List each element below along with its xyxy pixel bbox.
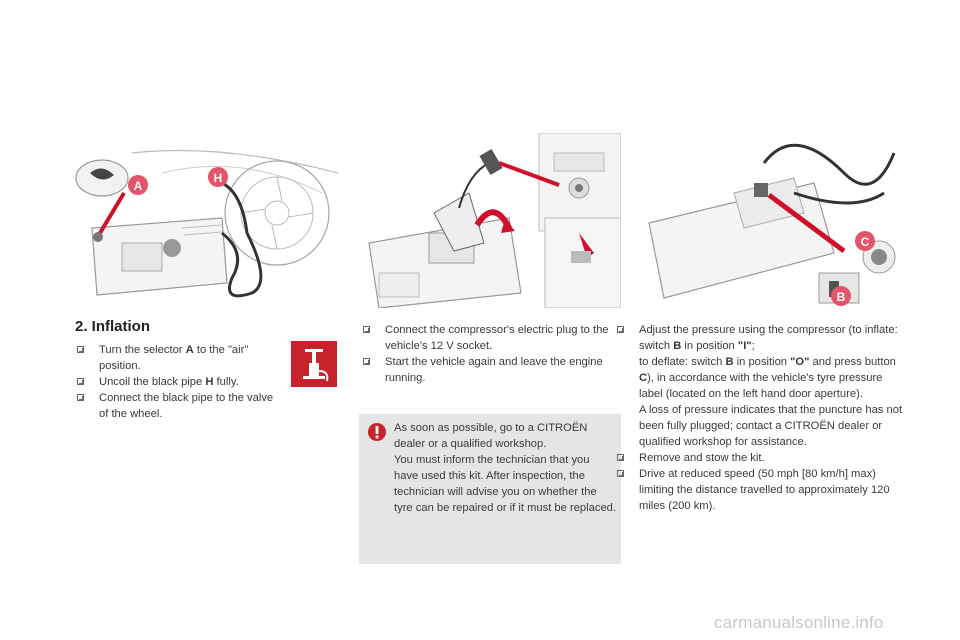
list-item: Connect the black pipe to the valve of the wheel. — [77, 390, 277, 422]
checkbox-bullet-icon — [617, 326, 624, 333]
checkbox-bullet-icon — [77, 346, 84, 353]
list-item: Drive at reduced speed (50 mph [80 km/h] max) limiting the distance travelled to approximately 120 miles (200 km). — [617, 466, 907, 514]
list-item: Start the vehicle again and leave the engine running. — [363, 354, 613, 386]
tyre-pump-icon — [291, 341, 337, 387]
figure-compressor-switches — [644, 133, 910, 308]
checkbox-bullet-icon — [77, 394, 84, 401]
callout-c-label: C — [860, 235, 870, 249]
callout-a-label: A — [133, 179, 143, 193]
steps-list-adjust — [617, 322, 907, 514]
steps-list-inflation — [77, 342, 277, 422]
warning-exclamation-icon — [367, 422, 387, 442]
watermark: carmanualsonline.info — [714, 613, 884, 632]
figure-compressor-wheel — [72, 133, 338, 308]
list-item: Connect the compressor's electric plug to the vehicle's 12 V socket. — [363, 322, 613, 354]
figure-12v-socket — [359, 133, 621, 308]
tyre-pump-badge — [291, 341, 337, 387]
list-item: Remove and stow the kit. — [617, 450, 907, 466]
warning-box — [359, 414, 621, 564]
checkbox-bullet-icon — [617, 454, 624, 461]
section-title: 2. Inflation — [75, 318, 150, 335]
checkbox-bullet-icon — [77, 378, 84, 385]
callout-b-label: B — [836, 290, 846, 304]
steps-list-connect — [363, 322, 613, 386]
list-item: Uncoil the black pipe H fully. — [77, 374, 277, 390]
callout-h-label: H — [213, 171, 223, 185]
checkbox-bullet-icon — [363, 326, 370, 333]
checkbox-bullet-icon — [363, 358, 370, 365]
warning-text: As soon as possible, go to a CITROËN dealer or a qualified workshop. You must inform the technician that you have used this kit. After inspection, the technician will advise you on whether the tyre can be repaired or if it must be replaced. — [394, 422, 616, 514]
checkbox-bullet-icon — [617, 470, 624, 477]
list-item: Adjust the pressure using the compressor (to inflate: switch B in position "I"; to deflate: switch B in position "O" and press button C), in accordance with the vehicle's tyre pressure label (located on the left hand door aperture). A loss of pressure indicates that the puncture has not been fully plugged; contact a CITROËN dealer or qualified workshop for assistance. — [617, 322, 907, 450]
list-item: Turn the selector A to the "air" position. — [77, 342, 277, 374]
